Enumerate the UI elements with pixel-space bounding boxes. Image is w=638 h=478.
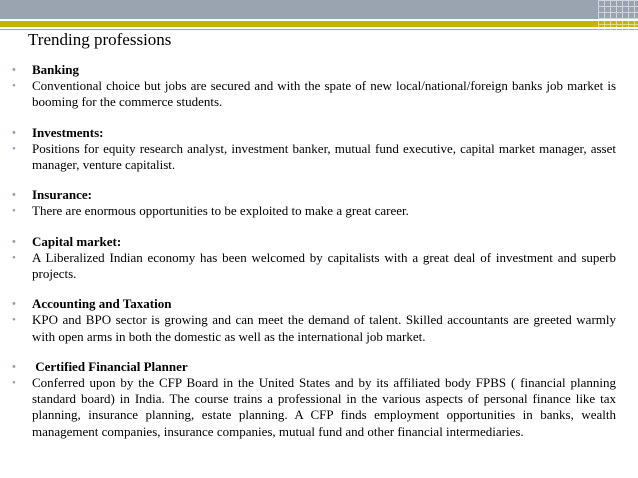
- section-capital-market: [12, 234, 616, 283]
- bullet-icon: •: [12, 189, 16, 202]
- body-text: KPO and BPO sector is growing and can meet the demand of talent. Skilled accountants are greeted warmly with open arms in both the domestic as well as the international job market.: [32, 312, 616, 344]
- bullet-icon: •: [12, 377, 16, 390]
- bullet-icon: •: [12, 80, 16, 93]
- section-accounting-taxation: [12, 296, 616, 345]
- section-body: [12, 203, 616, 219]
- bullet-icon: •: [12, 251, 16, 264]
- header-gray-band: [0, 0, 638, 19]
- section-heading: [12, 62, 616, 78]
- slide-header-band: [0, 0, 638, 34]
- section-heading: [12, 125, 616, 141]
- section-certified-financial-planner: [12, 359, 616, 440]
- section-insurance: [12, 187, 616, 219]
- section-heading: [12, 234, 616, 250]
- slide-title: Trending professions: [28, 30, 172, 49]
- bullet-icon: •: [12, 142, 16, 155]
- header-gold-band: [0, 21, 638, 27]
- slide-content: [12, 62, 616, 440]
- section-body: [12, 250, 616, 282]
- bullet-icon: •: [12, 314, 16, 327]
- heading-text: Insurance:: [32, 187, 92, 203]
- bullet-icon: •: [12, 64, 16, 76]
- bullet-icon: •: [12, 298, 16, 311]
- section-body: [12, 312, 616, 344]
- heading-text: Capital market:: [32, 233, 122, 249]
- bullet-icon: •: [12, 205, 16, 218]
- section-investments: [12, 125, 616, 174]
- body-text: Conferred upon by the CFP Board in the United States and by its affiliated body FPBS ( financial planning standard board) in India. The course trains a professional in the various aspects of personal finance like tax planning, insurance planning, estate planning. A CFP finds employment opportunities in banks, wealth management companies, insurance companies, mutual fund and other financial intermediaries.: [32, 375, 616, 439]
- section-body: [12, 375, 616, 440]
- bullet-icon: •: [12, 235, 16, 248]
- body-text: There are enormous opportunities to be exploited to make a great career.: [32, 203, 409, 219]
- section-body: [12, 141, 616, 173]
- body-text: Conventional choice but jobs are secured and with the spate of new local/national/foreign banks job market is booming for the commerce students.: [32, 78, 616, 110]
- section-banking: [12, 62, 616, 111]
- section-body: [12, 78, 616, 110]
- heading-text: Accounting and Taxation: [32, 296, 172, 312]
- heading-text: Certified Financial Planner: [32, 358, 188, 374]
- section-heading: [12, 187, 616, 203]
- body-text: Positions for equity research analyst, investment banker, mutual fund executive, capital market manager, asset manager, venture capitalist.: [32, 140, 616, 173]
- header-grid-pattern: [598, 0, 638, 34]
- heading-text: Banking: [32, 62, 79, 77]
- bullet-icon: •: [12, 360, 16, 373]
- section-heading: [12, 359, 616, 375]
- bullet-icon: •: [12, 126, 16, 139]
- section-heading: [12, 296, 616, 312]
- body-text: A Liberalized Indian economy has been welcomed by capitalists with a great deal of investment and superb projects.: [32, 249, 616, 282]
- heading-text: Investments:: [32, 124, 104, 140]
